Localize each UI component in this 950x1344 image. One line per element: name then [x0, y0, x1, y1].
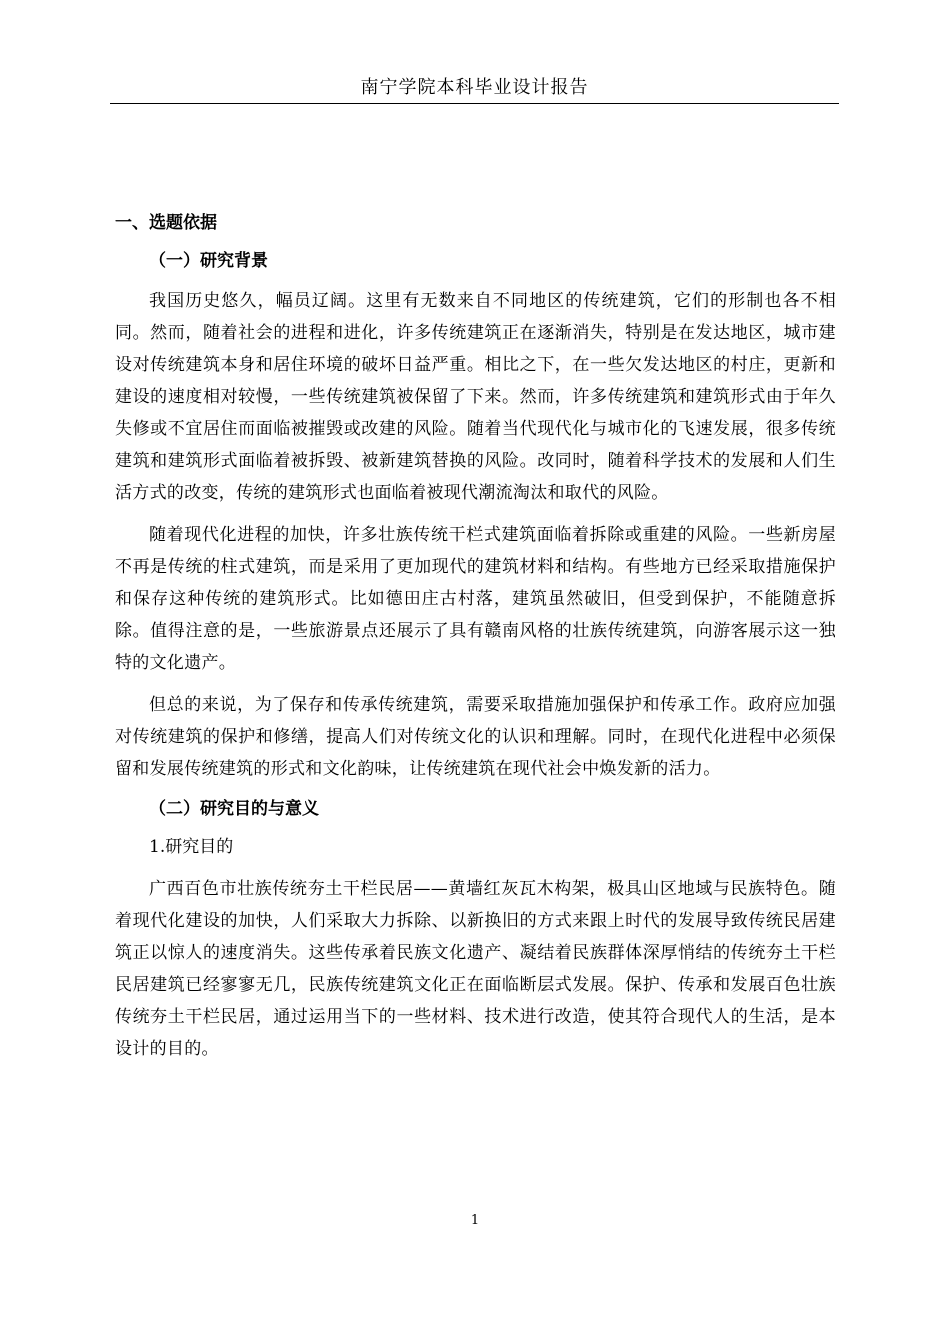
page-number: 1: [470, 1213, 480, 1228]
item-heading: 1.研究目的: [149, 837, 234, 857]
paragraph: 我国历史悠久，幅员辽阔。这里有无数来自不同地区的传统建筑，它们的形制也各不相同。然而，随着社会的进程和进化，许多传统建筑正在逐渐消失，特别是在发达地区，城市建设对传统建筑本身和居住环境的破坏日益严重。相比之下，在一些欠发达地区的村庄，更新和建设的速度相对较慢，一些传统建筑被保留了下来。然而，许多传统建筑和建筑形式由于年久失修或不宜居住而面临被摧毁或改建的风险。随着当代现代化与城市化的飞速发展，很多传统建筑和建筑形式面临着被拆毁、被新建筑替换的风险。改同时，随着科学技术的发展和人们生活方式的改变，传统的建筑形式也面临着被现代潮流淘汰和取代的风险。: [115, 291, 836, 503]
page-content: [115, 209, 836, 1075]
section-heading: 一、选题依据: [115, 213, 217, 233]
subsection-heading-background: （一）研究背景: [149, 251, 268, 271]
subsection-heading-purpose: （二）研究目的与意义: [149, 799, 319, 819]
paragraph: 但总的来说，为了保存和传承传统建筑，需要采取措施加强保护和传承工作。政府应加强对传统建筑的保护和修缮，提高人们对传统文化的认识和理解。同时，在现代化进程中必须保留和发展传统建筑的形式和文化韵味，让传统建筑在现代社会中焕发新的活力。: [115, 695, 836, 779]
paragraph: 广西百色市壮族传统夯土干栏民居——黄墙红灰瓦木构架，极具山区地域与民族特色。随着现代化建设的加快，人们采取大力拆除、以新换旧的方式来跟上时代的发展导致传统民居建筑正以惊人的速度消失。这些传承着民族文化遗产、凝结着民族群体深厚悄结的传统夯土干栏民居建筑已经寥寥无几，民族传统建筑文化正在面临断层式发展。保护、传承和发展百色壮族传统夯土干栏民居，通过运用当下的一些材料、技术进行改造，使其符合现代人的生活，是本设计的目的。: [115, 879, 836, 1059]
running-header: 南宁学院本科毕业设计报告: [360, 77, 589, 98]
header-rule: [110, 103, 839, 104]
paragraph: 随着现代化进程的加快，许多壮族传统干栏式建筑面临着拆除或重建的风险。一些新房屋不再是传统的柱式建筑，而是采用了更加现代的建筑材料和结构。有些地方已经采取措施保护和保存这种传统的建筑形式。比如德田庄古村落，建筑虽然破旧，但受到保护，不能随意拆除。值得注意的是，一些旅游景点还展示了具有赣南风格的壮族传统建筑，向游客展示这一独特的文化遗产。: [115, 525, 836, 673]
